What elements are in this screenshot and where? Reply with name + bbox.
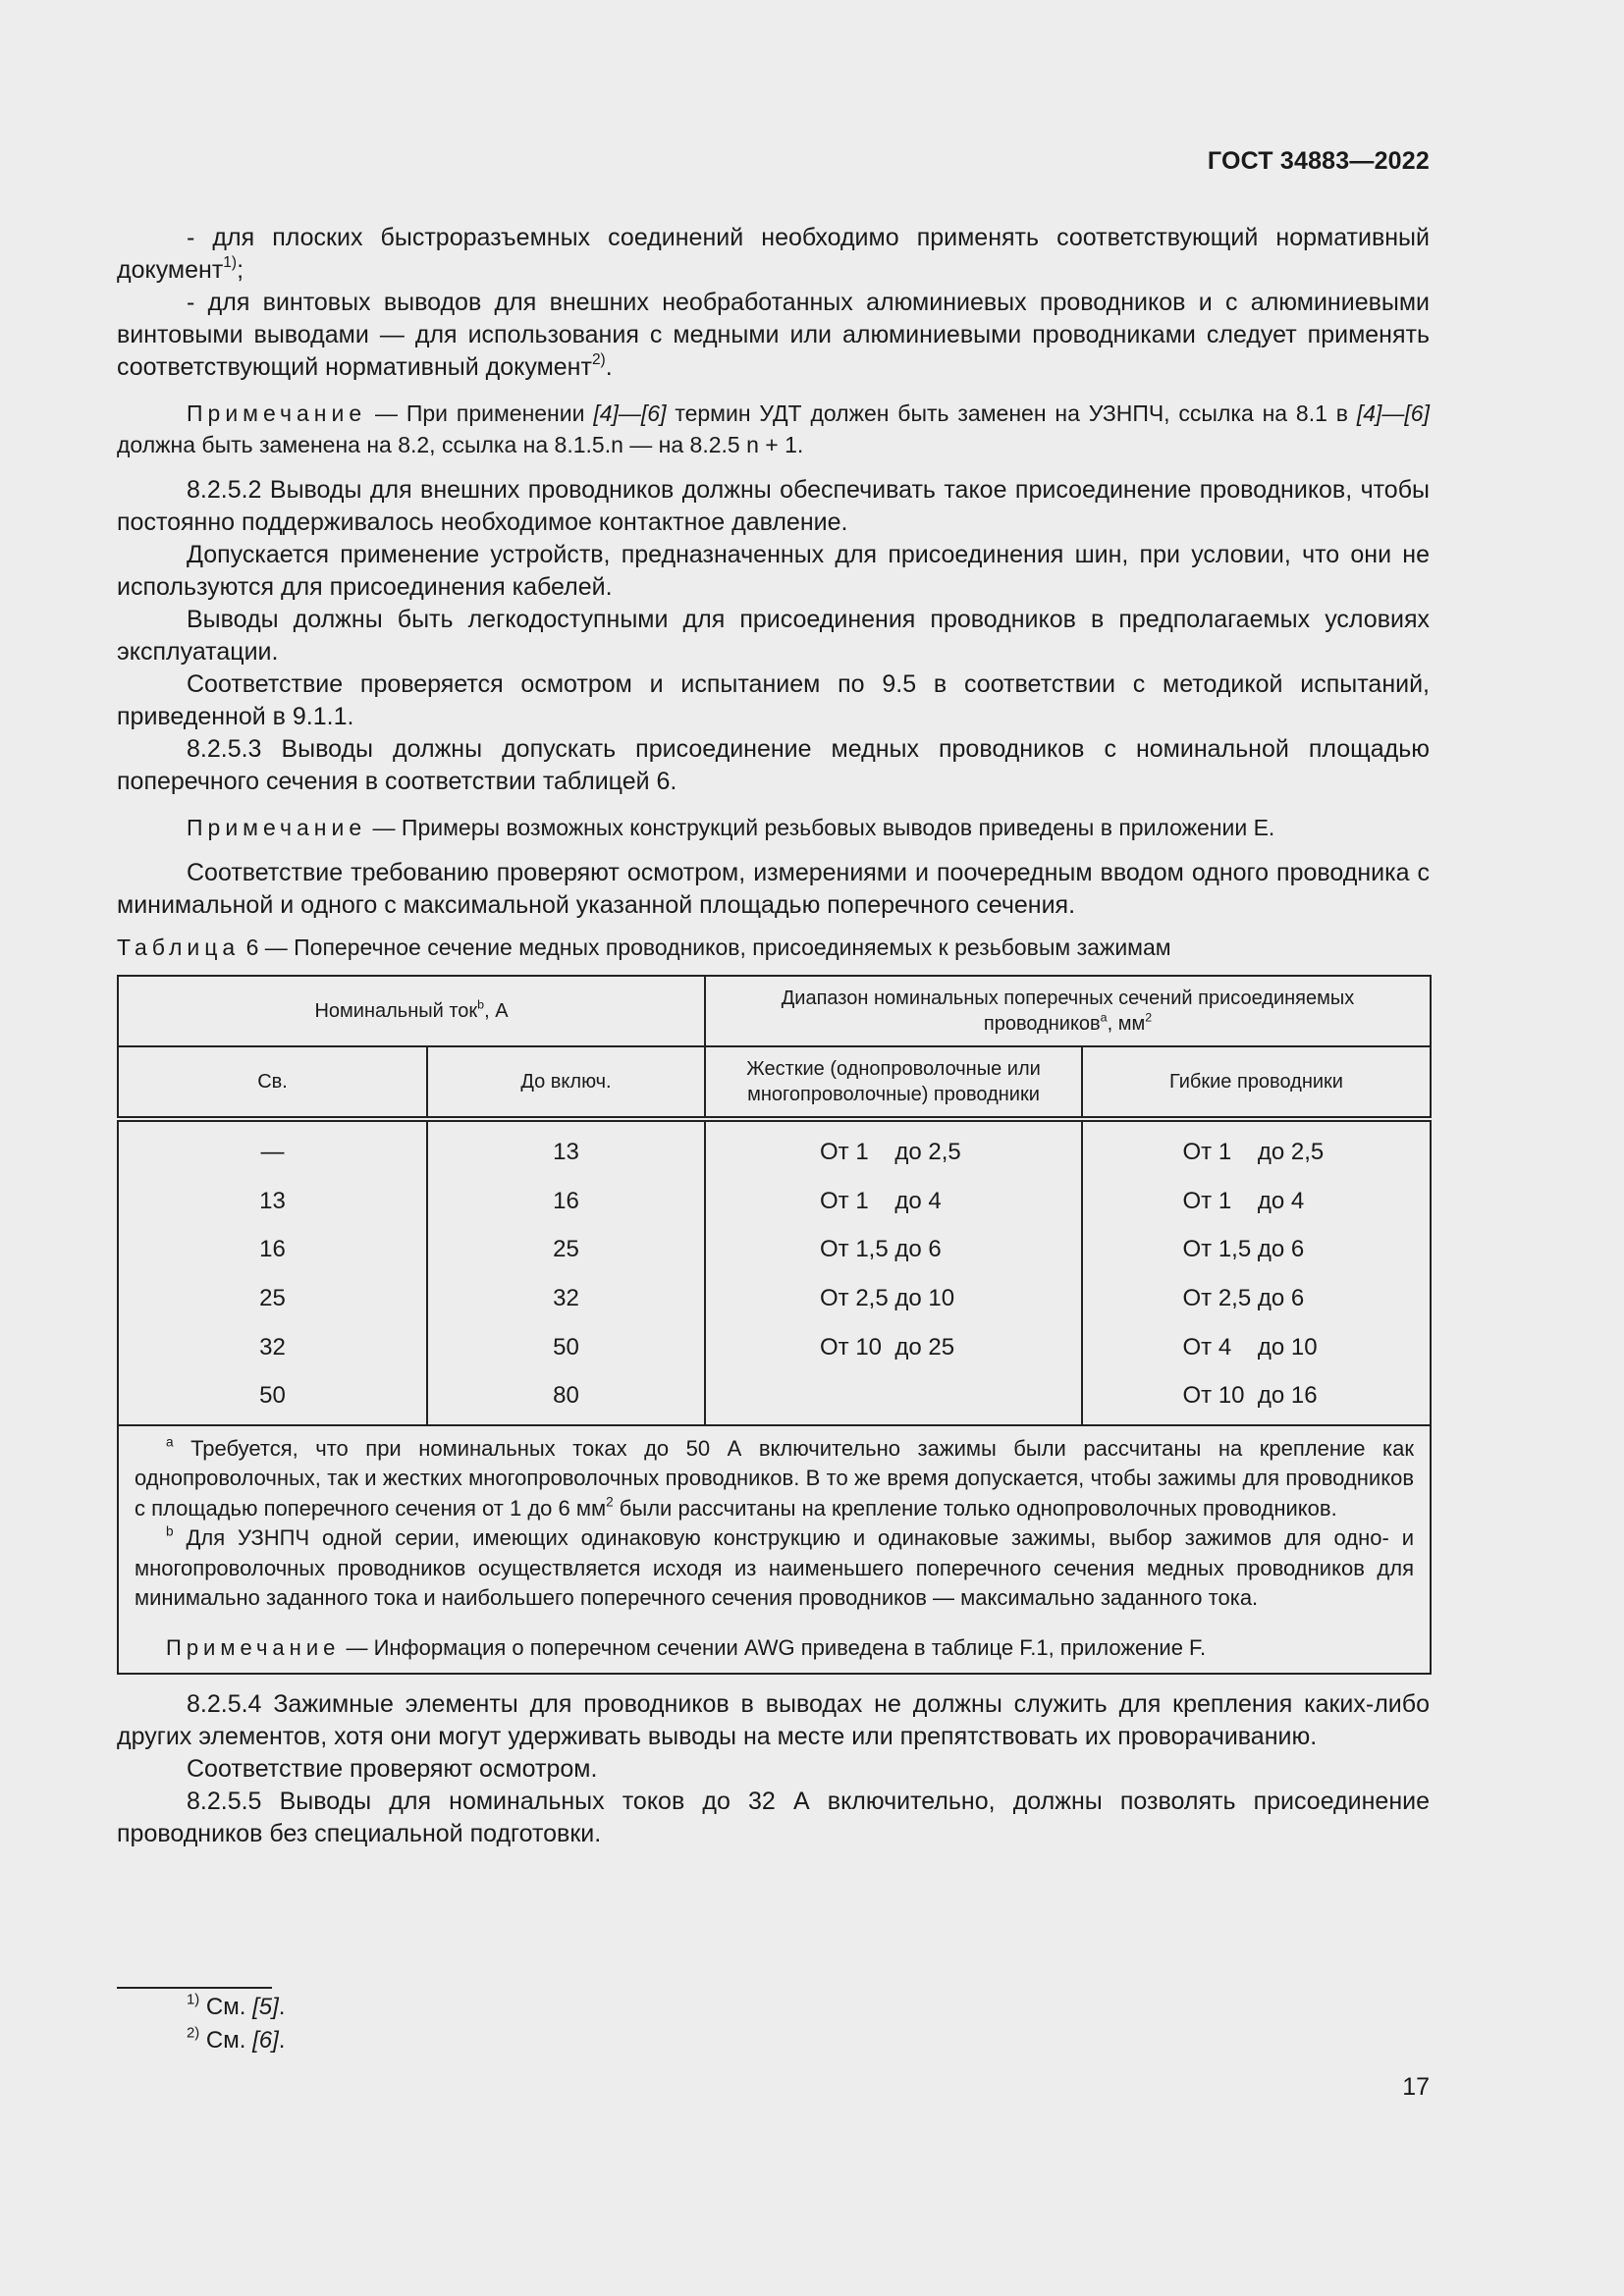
cell-flexible: От 4 до 10: [1082, 1322, 1431, 1371]
note-label: Примечание: [166, 1634, 341, 1660]
footnote-1: $^{1)}$ См. [5].: [187, 1992, 286, 2020]
paragraph-8-2-5-2: 8.2.5.2 Выводы для внешних проводников должны обеспечивать такое присоединение проводников, чтобы постоянно поддерживалось необходимое контактное давление.: [117, 476, 1430, 536]
cell-flexible: От 10 до 16: [1082, 1371, 1431, 1425]
table-row: [118, 1119, 1431, 1177]
paragraph-compliance: Соответствие требованию проверяют осмотром, измерениями и поочередным вводом одного проводника с минимальной и одного с максимальной указанной площадью поперечного сечения.: [117, 859, 1430, 919]
page-number: 17: [1402, 2073, 1430, 2101]
table-footnotes: [118, 1425, 1431, 1675]
cell-rigid: [705, 1371, 1082, 1425]
table-footnote-a: $^а$ Требуется, что при номинальных токах до 50 А включительно зажимы были рассчитаны на крепление как однопроволочных, так и жестких многопроволочных проводников. В то же время допускается, чтобы зажимы для проводников с площадью поперечного сечения от 1 до 6 $мм^2$ были рассчитаны на крепление только однопроволочных проводников.: [135, 1434, 1414, 1521]
table-caption-text: 6 — Поперечное сечение медных проводников, присоединяемых к резьбовым зажимам: [240, 934, 1171, 960]
paragraph: Соответствие проверяется осмотром и испытанием по 9.5 в соответствии с методикой испытаний, приведенной в 9.1.1.: [117, 670, 1430, 730]
paragraph: Допускается применение устройств, предназначенных для присоединения шин, при условии, что они не используются для присоединения кабелей.: [117, 541, 1430, 601]
cell-to: 16: [427, 1177, 705, 1226]
table-footnote-b: $^b$ Для УЗНПЧ одной серии, имеющих одинаковую конструкцию и одинаковые зажимы, выбор зажимов для одно- и многопроволочных проводников осуществляется исходя из наименьшего поперечного сечения медных проводников для минимально заданного тока и наибольшего поперечного сечения проводников — максимально заданного тока.: [135, 1523, 1414, 1611]
table-caption-label: Таблица: [117, 934, 241, 960]
table-row: [118, 1274, 1431, 1323]
footnote-2: $^{2)}$ См. [6].: [187, 2025, 286, 2054]
cell-from: —: [118, 1119, 427, 1177]
cell-rigid: От 10 до 25: [705, 1322, 1082, 1371]
header-rated-current: Номинальный ток$^b$, А: [118, 976, 705, 1046]
page-footnotes: [187, 1991, 285, 2057]
note-text: — При применении [4]—[6] термин УДТ должен быть заменен на УЗНПЧ, ссылка на 8.1 в [4]—[6] должна быть заменена на 8.2, ссылка на 8.1.5.n — на 8.2.5 n + 1.: [117, 400, 1430, 457]
note-label: Примечание: [187, 400, 367, 426]
header-to-inclusive: До включ.: [427, 1046, 705, 1119]
table-row: [118, 1371, 1431, 1425]
table-caption: [117, 932, 1430, 963]
cell-from: 32: [118, 1322, 427, 1371]
cell-from: 13: [118, 1177, 427, 1226]
note-terms: [117, 398, 1430, 460]
paragraph-8-2-5-4: 8.2.5.4 Зажимные элементы для проводников в выводах не должны служить для крепления каких-либо других элементов, хотя они могут удерживать выводы на месте или препятствовать их проворачиванию.: [117, 1690, 1430, 1751]
paragraph: Соответствие проверяют осмотром.: [187, 1755, 598, 1784]
table-6: [117, 975, 1432, 1675]
header-from: Св.: [118, 1046, 427, 1119]
cell-flexible: От 1,5 до 6: [1082, 1225, 1431, 1274]
cell-rigid: От 1 до 2,5: [705, 1119, 1082, 1177]
note-text: — Информация о поперечном сечении AWG приведена в таблице F.1, приложение F.: [340, 1634, 1207, 1660]
list-item-screw-terminals: - для винтовых выводов для внешних необработанных алюминиевых проводников и с алюминиевыми винтовыми выводами — для использования с медными или алюминиевыми проводниками следует применять соответствующий нормативный документ$^{2)}$.: [117, 289, 1430, 381]
footnote-divider: [117, 1987, 272, 1989]
cell-from: 50: [118, 1371, 427, 1425]
table-row: [118, 1225, 1431, 1274]
paragraph: Выводы должны быть легкодоступными для присоединения проводников в предполагаемых условиях эксплуатации.: [117, 606, 1430, 666]
note-text: — Примеры возможных конструкций резьбовых выводов приведены в приложении Е.: [366, 815, 1275, 840]
cell-flexible: От 2,5 до 6: [1082, 1274, 1431, 1323]
note-label: Примечание: [187, 815, 367, 840]
document-id-header: ГОСТ 34883—2022: [1207, 147, 1430, 175]
cell-to: 32: [427, 1274, 705, 1323]
table-row: [118, 1177, 1431, 1226]
list-item-flat-connectors: - для плоских быстроразъемных соединений необходимо применять соответствующий нормативный документ$^{1)}$;: [117, 224, 1430, 284]
cell-flexible: От 1 до 2,5: [1082, 1119, 1431, 1177]
header-rigid-conductors: Жесткие (однопроволочные или многопроволочные) проводники: [705, 1046, 1082, 1119]
header-cross-section-range: Диапазон номинальных поперечных сечений присоединяемых проводников$^а$, $мм^2$: [705, 976, 1431, 1046]
cell-rigid: От 1,5 до 6: [705, 1225, 1082, 1274]
table-row: [118, 1322, 1431, 1371]
cell-flexible: От 1 до 4: [1082, 1177, 1431, 1226]
cell-to: 50: [427, 1322, 705, 1371]
cell-rigid: От 1 до 4: [705, 1177, 1082, 1226]
note-examples: [117, 812, 1430, 843]
paragraph-8-2-5-5: 8.2.5.5 Выводы для номинальных токов до 32 А включительно, должны позволять присоединение проводников без специальной подготовки.: [117, 1788, 1430, 1848]
cell-rigid: От 2,5 до 10: [705, 1274, 1082, 1323]
table-note: [135, 1633, 1414, 1664]
cell-to: 13: [427, 1119, 705, 1177]
header-flexible-conductors: Гибкие проводники: [1082, 1046, 1431, 1119]
cell-from: 25: [118, 1274, 427, 1323]
paragraph-8-2-5-3: 8.2.5.3 Выводы должны допускать присоединение медных проводников с номинальной площадью поперечного сечения в соответствии таблицей 6.: [117, 735, 1430, 795]
cell-to: 80: [427, 1371, 705, 1425]
page-body: [117, 222, 1430, 1850]
cell-from: 16: [118, 1225, 427, 1274]
cell-to: 25: [427, 1225, 705, 1274]
